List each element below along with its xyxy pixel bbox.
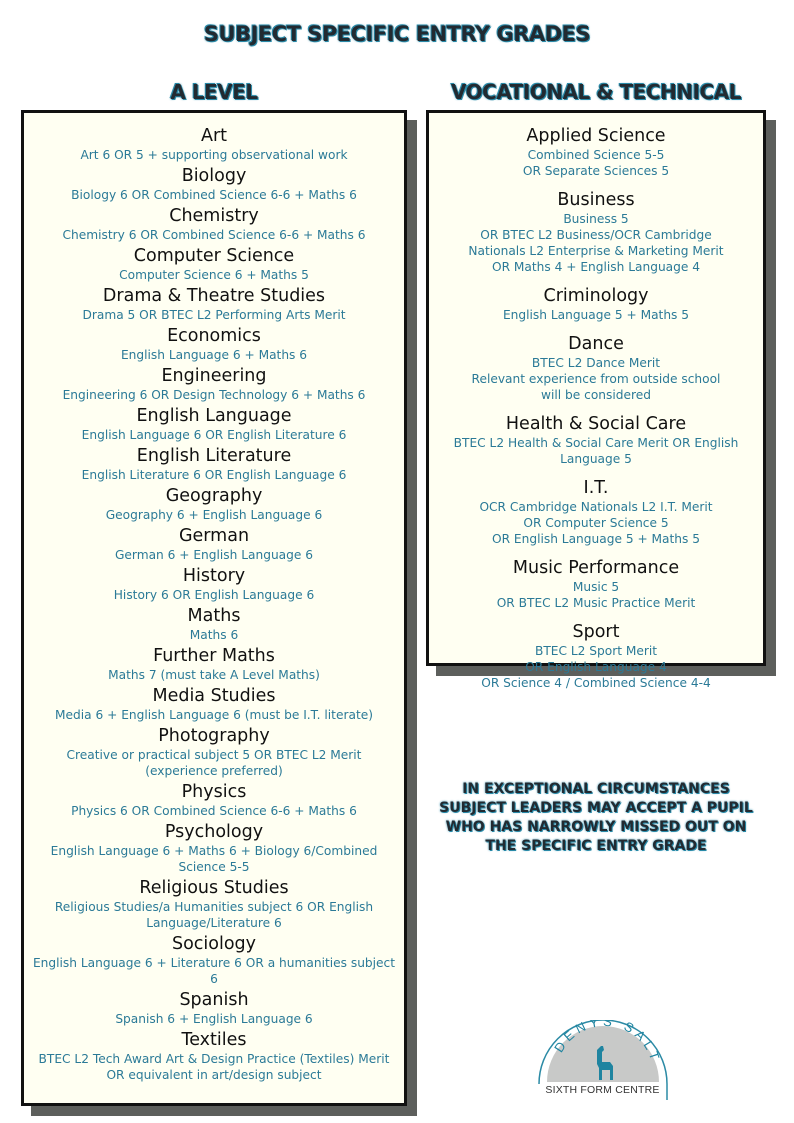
subject-name: Geography bbox=[165, 486, 263, 506]
subject-requirement: English Literature 6 OR English Language 6 bbox=[81, 468, 347, 482]
subject-requirement: Business 5 bbox=[563, 212, 629, 226]
subject-entry bbox=[24, 1029, 404, 1083]
subject-name: Biology bbox=[181, 166, 247, 186]
subject-requirement: BTEC L2 Tech Award Art & Design Practice (Textiles) Merit OR equivalent in art/design subject bbox=[38, 1052, 390, 1082]
subject-name: German bbox=[178, 526, 250, 546]
subject-entry bbox=[24, 933, 404, 987]
subject-requirement: History 6 OR English Language 6 bbox=[113, 588, 315, 602]
exceptional-circumstances-note bbox=[426, 780, 766, 856]
subject-entry bbox=[24, 285, 404, 323]
subject-entry bbox=[24, 877, 404, 931]
subject-entry bbox=[24, 365, 404, 403]
subject-entry bbox=[24, 245, 404, 283]
subject-requirement: Media 6 + English Language 6 (must be I.T. literate) bbox=[55, 708, 373, 722]
note-line: WHO HAS NARROWLY MISSED OUT ON bbox=[445, 819, 747, 835]
subject-requirement: Chemistry 6 OR Combined Science 6-6 + Maths 6 bbox=[62, 228, 366, 242]
subject-name: English Literature bbox=[136, 446, 292, 466]
subject-entry bbox=[24, 605, 404, 643]
subject-name: English Language bbox=[136, 406, 292, 426]
subject-name: Media Studies bbox=[152, 686, 276, 706]
subject-requirement: English Language 6 + Literature 6 OR a humanities subject 6 bbox=[32, 956, 396, 986]
subject-requirement: Combined Science 5-5 bbox=[527, 148, 665, 162]
subject-name: Economics bbox=[167, 326, 261, 346]
subject-requirement: OR Science 4 / Combined Science 4-4 bbox=[481, 676, 711, 690]
note-line: SUBJECT LEADERS MAY ACCEPT A PUPIL bbox=[439, 800, 753, 816]
subject-requirement: OR Separate Sciences 5 bbox=[522, 164, 670, 178]
subject-requirement: Spanish 6 + English Language 6 bbox=[115, 1012, 313, 1026]
vocational-subject-list bbox=[426, 110, 766, 690]
subject-entry bbox=[24, 485, 404, 523]
subject-entry bbox=[24, 205, 404, 243]
subject-name: Dance bbox=[568, 334, 624, 354]
subject-requirement: OR BTEC L2 Music Practice Merit bbox=[496, 596, 696, 610]
subject-entry bbox=[24, 821, 404, 875]
subject-requirement: OCR Cambridge Nationals L2 I.T. Merit bbox=[479, 500, 713, 514]
subject-name: Photography bbox=[158, 726, 270, 746]
logo-caption: SIXTH FORM CENTRE bbox=[545, 1084, 660, 1096]
subject-requirement: English Language 5 + Maths 5 bbox=[502, 308, 690, 322]
subject-name: Psychology bbox=[164, 822, 264, 842]
subject-name: Further Maths bbox=[153, 646, 275, 666]
subject-requirement: Engineering 6 OR Design Technology 6 + Maths 6 bbox=[62, 388, 366, 402]
subject-entry bbox=[429, 621, 763, 691]
subject-requirement: BTEC L2 Dance Merit bbox=[531, 356, 661, 370]
subject-name: Art bbox=[200, 126, 228, 146]
logo-arc-text: DENYS SALT bbox=[551, 1020, 664, 1066]
school-logo bbox=[535, 1020, 675, 1105]
subject-requirement: BTEC L2 Health & Social Care Merit OR English Language 5 bbox=[453, 436, 739, 466]
alevel-subject-list bbox=[21, 110, 407, 1106]
subject-name: Maths bbox=[187, 606, 241, 626]
subject-requirement: Biology 6 OR Combined Science 6-6 + Maths 6 bbox=[71, 188, 357, 202]
subject-entry bbox=[429, 333, 763, 403]
subject-entry bbox=[24, 565, 404, 603]
subject-name: Applied Science bbox=[526, 126, 666, 146]
subject-requirement: Music 5 bbox=[572, 580, 620, 594]
subject-entry bbox=[24, 325, 404, 363]
subject-name: Sociology bbox=[171, 934, 257, 954]
subject-requirement: Maths 6 bbox=[189, 628, 239, 642]
subject-entry bbox=[429, 557, 763, 611]
vocational-heading: VOCATIONAL & TECHNICAL bbox=[451, 80, 741, 104]
subject-requirement: English Language 6 + Maths 6 + Biology 6/Combined Science 5-5 bbox=[50, 844, 378, 874]
subject-name: Computer Science bbox=[133, 246, 295, 266]
subject-entry bbox=[429, 285, 763, 323]
subject-entry bbox=[24, 989, 404, 1027]
subject-name: Textiles bbox=[181, 1030, 247, 1050]
subject-name: Physics bbox=[181, 782, 247, 802]
note-line: IN EXCEPTIONAL CIRCUMSTANCES bbox=[462, 781, 730, 797]
subject-name: Business bbox=[557, 190, 635, 210]
subject-requirement: BTEC L2 Sport Merit bbox=[534, 644, 658, 658]
subject-entry bbox=[24, 725, 404, 779]
subject-entry bbox=[24, 165, 404, 203]
note-line: THE SPECIFIC ENTRY GRADE bbox=[485, 838, 707, 854]
subject-requirement: English Language 6 + Maths 6 bbox=[120, 348, 308, 362]
subject-entry bbox=[429, 189, 763, 275]
subject-requirement: German 6 + English Language 6 bbox=[114, 548, 314, 562]
subject-name: Health & Social Care bbox=[505, 414, 687, 434]
subject-entry bbox=[24, 525, 404, 563]
subject-requirement: Drama 5 OR BTEC L2 Performing Arts Merit bbox=[82, 308, 346, 322]
subject-entry bbox=[24, 445, 404, 483]
subject-name: Sport bbox=[572, 622, 620, 642]
subject-name: Criminology bbox=[543, 286, 649, 306]
subject-requirement: Maths 7 (must take A Level Maths) bbox=[108, 668, 320, 682]
subject-name: Drama & Theatre Studies bbox=[102, 286, 326, 306]
subject-entry bbox=[429, 477, 763, 547]
subject-name: I.T. bbox=[583, 478, 609, 498]
subject-requirement: Creative or practical subject 5 OR BTEC L2 Merit (experience preferred) bbox=[66, 748, 362, 778]
subject-requirement: Art 6 OR 5 + supporting observational work bbox=[80, 148, 348, 162]
subject-requirement: will be considered bbox=[541, 388, 651, 402]
subject-entry bbox=[24, 125, 404, 163]
subject-requirement: Religious Studies/a Humanities subject 6 OR English Language/Literature 6 bbox=[54, 900, 374, 930]
subject-requirement: OR English Language 4 bbox=[525, 660, 667, 674]
subject-requirement: OR English Language 5 + Maths 5 bbox=[491, 532, 700, 546]
subject-name: Music Performance bbox=[512, 558, 680, 578]
subject-requirement: Nationals L2 Enterprise & Marketing Merit bbox=[468, 244, 724, 258]
subject-name: Engineering bbox=[161, 366, 267, 386]
subject-entry bbox=[24, 645, 404, 683]
subject-name: Spanish bbox=[179, 990, 249, 1010]
subject-name: History bbox=[182, 566, 246, 586]
subject-requirement: Relevant experience from outside school bbox=[471, 372, 721, 386]
page-title: SUBJECT SPECIFIC ENTRY GRADES bbox=[203, 22, 591, 46]
subject-name: Chemistry bbox=[169, 206, 259, 226]
subject-requirement: Physics 6 OR Combined Science 6-6 + Maths 6 bbox=[71, 804, 357, 818]
subject-entry bbox=[429, 125, 763, 179]
subject-requirement: Geography 6 + English Language 6 bbox=[105, 508, 323, 522]
subject-entry bbox=[429, 413, 763, 467]
subject-requirement: OR Computer Science 5 bbox=[523, 516, 669, 530]
subject-entry bbox=[24, 405, 404, 443]
subject-entry bbox=[24, 781, 404, 819]
subject-requirement: OR Maths 4 + English Language 4 bbox=[491, 260, 700, 274]
subject-requirement: OR BTEC L2 Business/OCR Cambridge bbox=[480, 228, 712, 242]
subject-entry bbox=[24, 685, 404, 723]
subject-requirement: Computer Science 6 + Maths 5 bbox=[119, 268, 309, 282]
alevel-heading: A LEVEL bbox=[170, 80, 258, 104]
subject-requirement: English Language 6 OR English Literature 6 bbox=[81, 428, 347, 442]
subject-name: Religious Studies bbox=[139, 878, 289, 898]
